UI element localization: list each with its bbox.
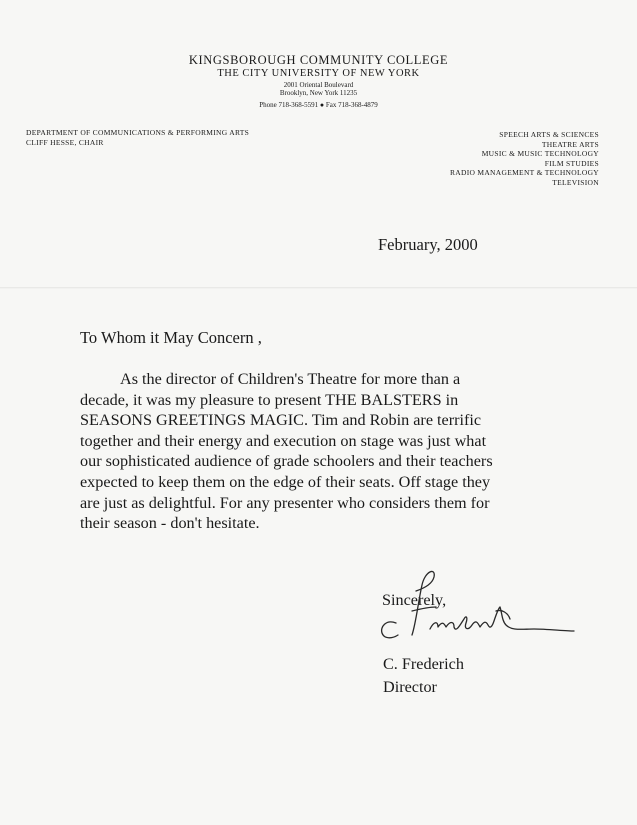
signer-title: Director <box>383 678 437 696</box>
institution-name: KINGSBOROUGH COMMUNITY COLLEGE <box>188 53 449 67</box>
letter-body <box>80 369 580 534</box>
program-item: FILM STUDIES <box>544 158 599 168</box>
body-line: their season - don't hesitate. <box>80 514 260 533</box>
body-line: expected to keep them on the edge of their seats. Off stage they <box>80 472 491 491</box>
program-item: TELEVISION <box>552 177 599 187</box>
letter-closing: Sincerely, <box>382 591 447 609</box>
program-item: MUSIC & MUSIC TECHNOLOGY <box>481 149 599 159</box>
contact-numbers: Phone 718-368-5591 ● Fax 718-368-4879 <box>259 101 378 109</box>
city-address: Brooklyn, New York 11235 <box>279 89 358 97</box>
street-address: 2001 Oriental Boulevard <box>283 81 354 89</box>
body-line: SEASONS GREETINGS MAGIC. Tim and Robin are terrific <box>80 411 482 430</box>
signer-name: C. Frederich <box>383 655 464 673</box>
department-chair: CLIFF HESSE, CHAIR <box>26 138 104 147</box>
body-line: our sophisticated audience of grade schoolers and their teachers <box>80 452 493 471</box>
handwritten-signature-icon <box>372 563 582 648</box>
letter-date: February, 2000 <box>378 235 478 254</box>
program-item: RADIO MANAGEMENT & TECHNOLOGY <box>449 168 599 178</box>
body-line: are just as delightful. For any presenter who considers them for <box>80 493 490 512</box>
paper-fold-line <box>0 287 637 289</box>
body-line: As the director of Children's Theatre for more than a <box>120 370 461 388</box>
program-item: THEATRE ARTS <box>541 139 599 149</box>
program-list <box>450 130 599 188</box>
university-name: THE CITY UNIVERSITY OF NEW YORK <box>217 68 420 79</box>
letter-greeting: To Whom it May Concern , <box>80 328 262 347</box>
body-line: together and their energy and execution on stage was just what <box>80 431 487 450</box>
program-item: SPEECH ARTS & SCIENCES <box>499 130 599 139</box>
department-name: DEPARTMENT OF COMMUNICATIONS & PERFORMING ARTS <box>26 128 250 137</box>
body-line: decade, it was my pleasure to present THE BALSTERS in <box>80 390 459 409</box>
